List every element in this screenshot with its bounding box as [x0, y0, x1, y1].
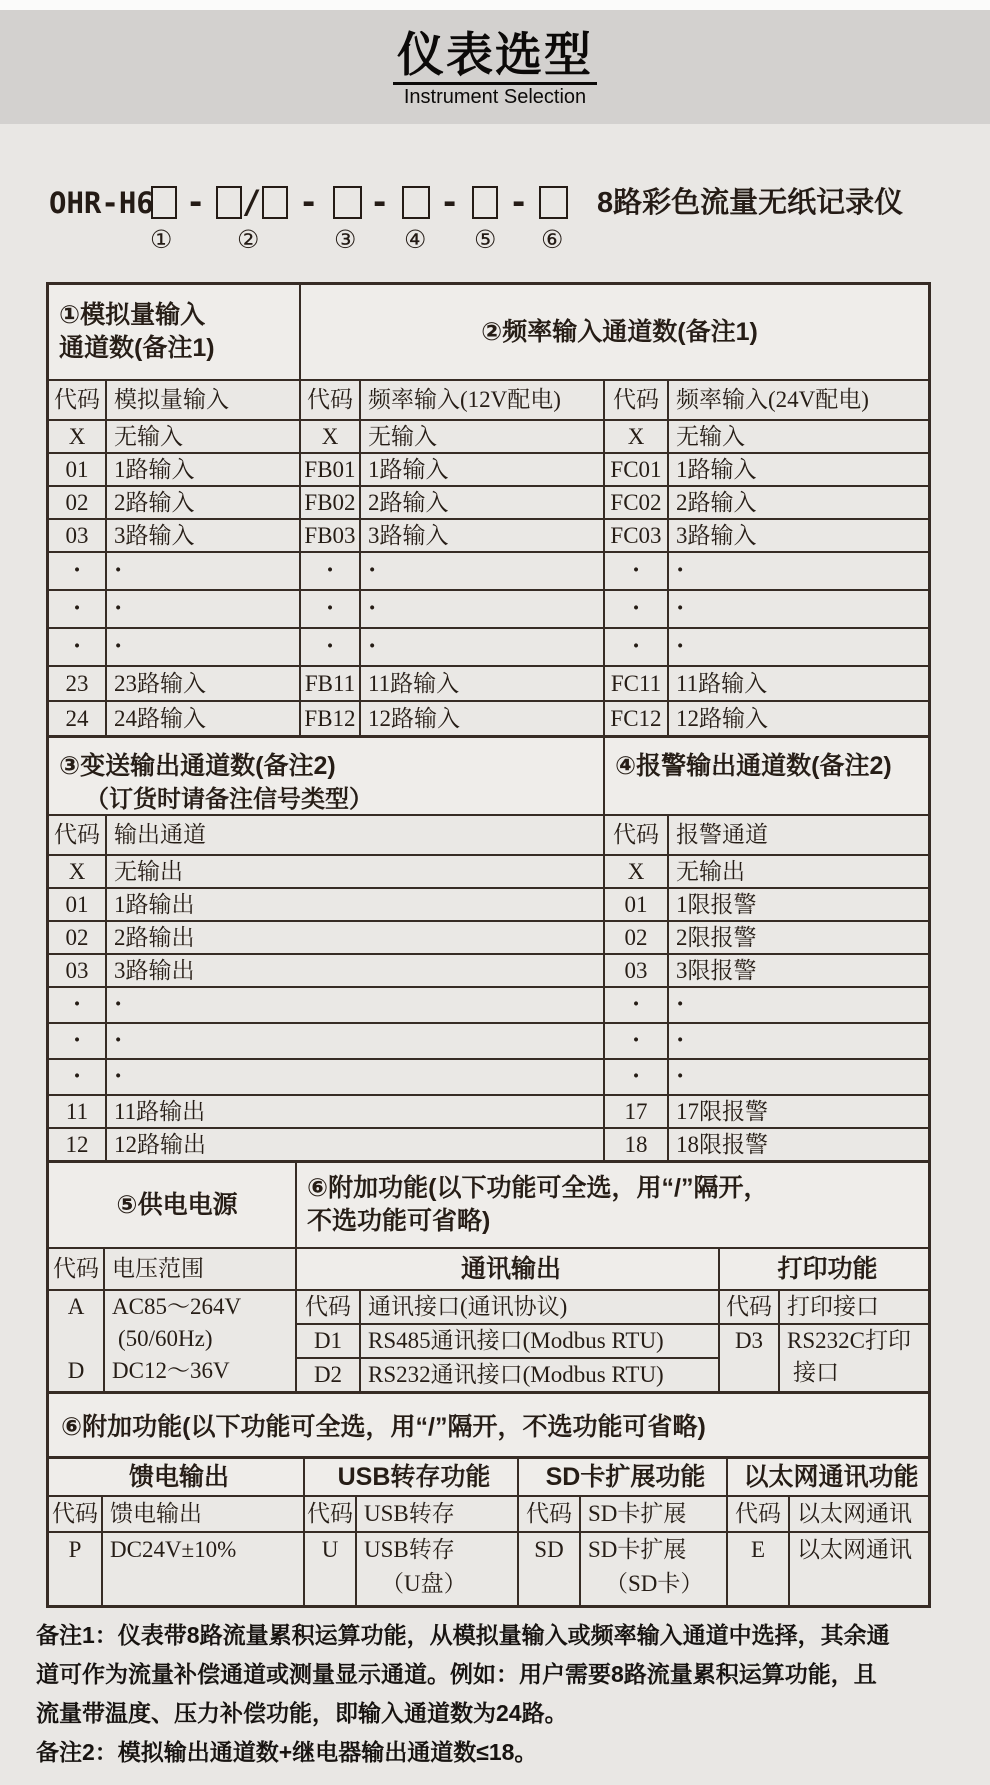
ellipsis-cell: ·	[107, 1024, 603, 1058]
label-cell: 1路输入	[361, 454, 603, 485]
label-cell: 11路输入	[669, 667, 928, 700]
section1-title-line1: ①模拟量输入	[59, 301, 206, 329]
code-cell: E	[750, 1537, 766, 1563]
col-header-comm-iface: 通讯接口(通讯协议)	[361, 1291, 718, 1323]
ellipsis-cell: ·	[107, 988, 603, 1022]
code-cell: X	[49, 421, 105, 452]
model-code-diagram	[0, 124, 990, 282]
note-line: 流量带温度、压力补偿功能，即输入通道数为24路。	[36, 1700, 568, 1726]
code-cell: FB02	[301, 487, 359, 518]
model-code-box-5	[402, 186, 430, 219]
print-code-cell	[720, 1325, 778, 1391]
col-header-code: 代码	[49, 381, 105, 419]
ellipsis-cell: ·	[669, 1060, 928, 1094]
code-cell: FC02	[605, 487, 667, 518]
label-cell: RS485通讯接口(Modbus RTU)	[361, 1325, 718, 1357]
group-header-ethernet: 以太网通讯功能	[728, 1459, 928, 1495]
label-line	[790, 1567, 928, 1601]
code-cell: FB03	[301, 520, 359, 551]
label-cell: 23路输入	[107, 667, 299, 700]
model-separator: -	[440, 183, 460, 221]
section1-title-line2: 通道数(备注1)	[59, 334, 215, 362]
power-range-ac: AC85～264V	[112, 1294, 242, 1320]
ellipsis-cell: ·	[49, 1024, 105, 1058]
model-code-box-1	[151, 186, 177, 219]
code-cell: 24	[49, 702, 105, 735]
col-header-code: 代码	[605, 381, 667, 419]
power-code-d: D	[67, 1358, 85, 1384]
col-header-analog-input: 模拟量输入	[107, 381, 299, 419]
label-line: RS232C打印	[787, 1328, 911, 1354]
section1-header	[49, 285, 299, 379]
code-cell: 02	[605, 922, 667, 953]
col-header-freq-24v: 频率输入(24V配电)	[669, 381, 928, 419]
section6-title-line2: 不选功能可省略)	[307, 1207, 491, 1235]
label-cell: 3限报警	[669, 955, 928, 986]
ellipsis-cell: ·	[49, 629, 105, 665]
model-separator: -	[299, 183, 319, 221]
model-separator-slash: /	[242, 183, 262, 221]
code-cell: FB01	[301, 454, 359, 485]
code-cell: D3	[734, 1328, 764, 1354]
usb-value-cell	[357, 1533, 517, 1605]
top-strip	[0, 0, 990, 10]
label-cell: 1路输出	[107, 889, 603, 920]
page-subtitle: Instrument Selection	[403, 86, 587, 109]
model-separator: -	[370, 183, 390, 221]
ellipsis-cell: ·	[605, 988, 667, 1022]
ellipsis-cell: ·	[605, 553, 667, 589]
code-cell: X	[605, 856, 667, 887]
code-cell: X	[301, 421, 359, 452]
ellipsis-cell: ·	[669, 988, 928, 1022]
code-cell: 03	[49, 520, 105, 551]
position-label-6: ⑥	[541, 225, 564, 254]
col-header-voltage-range: 电压范围	[105, 1249, 295, 1289]
selection-table	[46, 282, 931, 1608]
label-cell: 2路输出	[107, 922, 603, 953]
col-header-code: 代码	[519, 1497, 579, 1531]
code-cell: FB12	[301, 702, 359, 735]
power-code-a: A	[67, 1294, 85, 1320]
label-line: 以太网通讯	[797, 1537, 912, 1563]
feed-value-cell	[103, 1533, 303, 1605]
ellipsis-cell: ·	[361, 553, 603, 589]
ellipsis-cell: ·	[605, 1060, 667, 1094]
label-cell: RS232通讯接口(Modbus RTU)	[361, 1359, 718, 1391]
col-header-freq-12v: 频率输入(12V配电)	[361, 381, 603, 419]
code-cell: P	[68, 1537, 82, 1563]
col-header-code: 代码	[728, 1497, 788, 1531]
col-header-code: 代码	[49, 1497, 101, 1531]
label-cell: 无输入	[107, 421, 299, 452]
label-line: SD卡扩展	[588, 1537, 687, 1563]
label-cell: 12路输出	[107, 1129, 603, 1160]
ellipsis-cell: ·	[49, 591, 105, 627]
ellipsis-cell: ·	[301, 591, 359, 627]
col-header-code: 代码	[49, 1249, 103, 1289]
model-code-box-4	[333, 186, 362, 219]
code-cell: FC11	[605, 667, 667, 700]
code-cell: 12	[49, 1129, 105, 1160]
code-cell: 02	[49, 487, 105, 518]
input-channel-section	[49, 285, 928, 735]
model-description: 8路彩色流量无纸记录仪	[597, 187, 904, 219]
label-cell: 1路输入	[669, 454, 928, 485]
ellipsis-cell: ·	[669, 553, 928, 589]
additional-functions-section	[49, 1459, 928, 1605]
ellipsis-cell: ·	[605, 1024, 667, 1058]
label-cell: 3路输出	[107, 955, 603, 986]
ellipsis-cell: ·	[107, 629, 299, 665]
page-title: 仪表选型	[393, 30, 597, 85]
spacer	[49, 1323, 103, 1355]
col-header-alarm: 报警通道	[669, 816, 928, 854]
label-cell: 12路输入	[361, 702, 603, 735]
label-line: 接口	[793, 1360, 839, 1386]
label-cell: 3路输入	[107, 520, 299, 551]
section3-title-line1: ③变送输出通道数(备注2)	[59, 752, 336, 780]
section6-header	[297, 1163, 928, 1247]
position-label-3: ③	[334, 225, 357, 254]
col-header-code: 代码	[301, 381, 359, 419]
code-cell: FC03	[605, 520, 667, 551]
sd-code-cell	[519, 1533, 579, 1605]
col-header-code: 代码	[49, 816, 105, 854]
position-label-2: ②	[237, 225, 260, 254]
ellipsis-cell: ·	[361, 591, 603, 627]
label-cell: 3路输入	[361, 520, 603, 551]
ethernet-code-cell	[728, 1533, 788, 1605]
label-cell: 17限报警	[669, 1096, 928, 1127]
label-cell: 2限报警	[669, 922, 928, 953]
ellipsis-cell: ·	[49, 1060, 105, 1094]
code-cell: X	[49, 856, 105, 887]
power-comm-section	[49, 1163, 928, 1391]
ellipsis-cell: ·	[107, 1060, 603, 1094]
label-cell: 11路输出	[107, 1096, 603, 1127]
output-alarm-section	[49, 738, 928, 1160]
section3-header	[49, 738, 603, 814]
note-line: 备注1：仪表带8路流量累积运算功能，从模拟量输入或频率输入通道中选择，其余通	[36, 1622, 890, 1648]
section2-header: ②频率输入通道数(备注1)	[301, 285, 928, 379]
ellipsis-cell: ·	[49, 553, 105, 589]
col-header-feed-output: 馈电输出	[103, 1497, 303, 1531]
power-range-cell	[105, 1291, 295, 1391]
col-header-sd: SD卡扩展	[581, 1497, 726, 1531]
label-line: USB转存	[364, 1537, 455, 1563]
note-line: 备注2：模拟输出通道数+继电器输出通道数≤18。	[36, 1739, 538, 1765]
code-cell: X	[605, 421, 667, 452]
code-cell: SD	[534, 1537, 564, 1563]
ellipsis-cell: ·	[605, 629, 667, 665]
model-separator: -	[509, 183, 529, 221]
label-cell: 无输入	[361, 421, 603, 452]
note-line: 道可作为流量补偿通道或测量显示通道。例如：用户需要8路流量累积运算功能，且	[36, 1661, 877, 1687]
feed-code-cell	[49, 1533, 101, 1605]
code-cell: FB11	[301, 667, 359, 700]
ellipsis-cell: ·	[301, 553, 359, 589]
code-cell: FC12	[605, 702, 667, 735]
code-cell: D2	[297, 1359, 359, 1391]
col-header-print-iface: 打印接口	[780, 1291, 928, 1323]
ellipsis-cell: ·	[301, 629, 359, 665]
code-cell: 03	[605, 955, 667, 986]
section6-banner: ⑥附加功能(以下功能可全选，用“/”隔开，不选功能可省略)	[49, 1394, 928, 1456]
code-cell: 11	[49, 1096, 105, 1127]
model-code-box-2	[216, 186, 242, 219]
ellipsis-cell: ·	[669, 1024, 928, 1058]
model-prefix: OHR-H6	[49, 186, 154, 220]
label-cell: 无输出	[669, 856, 928, 887]
label-line	[103, 1567, 303, 1601]
position-label-4: ④	[404, 225, 427, 254]
col-header-code: 代码	[305, 1497, 355, 1531]
code-cell: 03	[49, 955, 105, 986]
col-header-ethernet: 以太网通讯	[790, 1497, 928, 1531]
model-separator: -	[186, 183, 206, 221]
code-cell: 01	[49, 889, 105, 920]
ellipsis-cell: ·	[49, 988, 105, 1022]
code-cell: 02	[49, 922, 105, 953]
label-cell: 11路输入	[361, 667, 603, 700]
ellipsis-cell: ·	[669, 629, 928, 665]
position-label-5: ⑤	[474, 225, 497, 254]
col-header-code: 代码	[297, 1291, 359, 1323]
code-cell: 18	[605, 1129, 667, 1160]
code-cell: 17	[605, 1096, 667, 1127]
footnotes	[36, 1616, 966, 1772]
label-cell: 无输入	[669, 421, 928, 452]
label-line: （U盘）	[381, 1571, 467, 1597]
model-code-box-6	[472, 186, 498, 219]
section6-title-line1: ⑥附加功能(以下功能可全选，用“/”隔开，	[307, 1174, 769, 1202]
label-cell: 1路输入	[107, 454, 299, 485]
label-cell: 1限报警	[669, 889, 928, 920]
group-header-sd: SD卡扩展功能	[519, 1459, 726, 1495]
model-code-box-7	[539, 186, 568, 219]
ellipsis-cell: ·	[107, 553, 299, 589]
ellipsis-cell: ·	[361, 629, 603, 665]
col-header-usb: USB转存	[357, 1497, 517, 1531]
group-header-usb: USB转存功能	[305, 1459, 517, 1495]
code-cell: 01	[605, 889, 667, 920]
label-cell: 12路输入	[669, 702, 928, 735]
print-function-header: 打印功能	[720, 1249, 928, 1289]
power-code-cell	[49, 1291, 103, 1391]
label-cell: 2路输入	[107, 487, 299, 518]
ellipsis-cell: ·	[107, 591, 299, 627]
col-header-code: 代码	[605, 816, 667, 854]
sd-value-cell	[581, 1533, 726, 1605]
ellipsis-cell: ·	[605, 591, 667, 627]
code-cell: 01	[49, 454, 105, 485]
col-header-output: 输出通道	[107, 816, 603, 854]
print-label-cell	[780, 1325, 928, 1391]
label-cell: 2路输入	[361, 487, 603, 518]
label-cell: 2路输入	[669, 487, 928, 518]
label-line: （SD卡）	[605, 1571, 704, 1597]
label-cell: 24路输入	[107, 702, 299, 735]
power-range-ac-freq: (50/60Hz)	[118, 1326, 213, 1352]
title-banner	[0, 10, 990, 124]
label-cell: 3路输入	[669, 520, 928, 551]
code-cell: FC01	[605, 454, 667, 485]
section3-title-line2: （订货时请备注信号类型）	[85, 786, 373, 813]
comm-output-header: 通讯输出	[297, 1249, 718, 1289]
col-header-code: 代码	[720, 1291, 778, 1323]
label-cell: 18限报警	[669, 1129, 928, 1160]
section5-header: ⑤供电电源	[49, 1163, 295, 1247]
section4-header: ④报警输出通道数(备注2)	[605, 738, 928, 814]
ellipsis-cell: ·	[669, 591, 928, 627]
power-range-dc: DC12～36V	[112, 1358, 230, 1384]
model-code-box-3	[262, 186, 288, 219]
label-cell: 无输出	[107, 856, 603, 887]
ethernet-value-cell	[790, 1533, 928, 1605]
usb-code-cell	[305, 1533, 355, 1605]
group-header-feed-output: 馈电输出	[49, 1459, 303, 1495]
label-line: DC24V±10%	[110, 1537, 237, 1563]
code-cell: D1	[297, 1325, 359, 1357]
code-cell: 23	[49, 667, 105, 700]
position-label-1: ①	[150, 225, 173, 254]
code-cell: U	[321, 1537, 339, 1563]
